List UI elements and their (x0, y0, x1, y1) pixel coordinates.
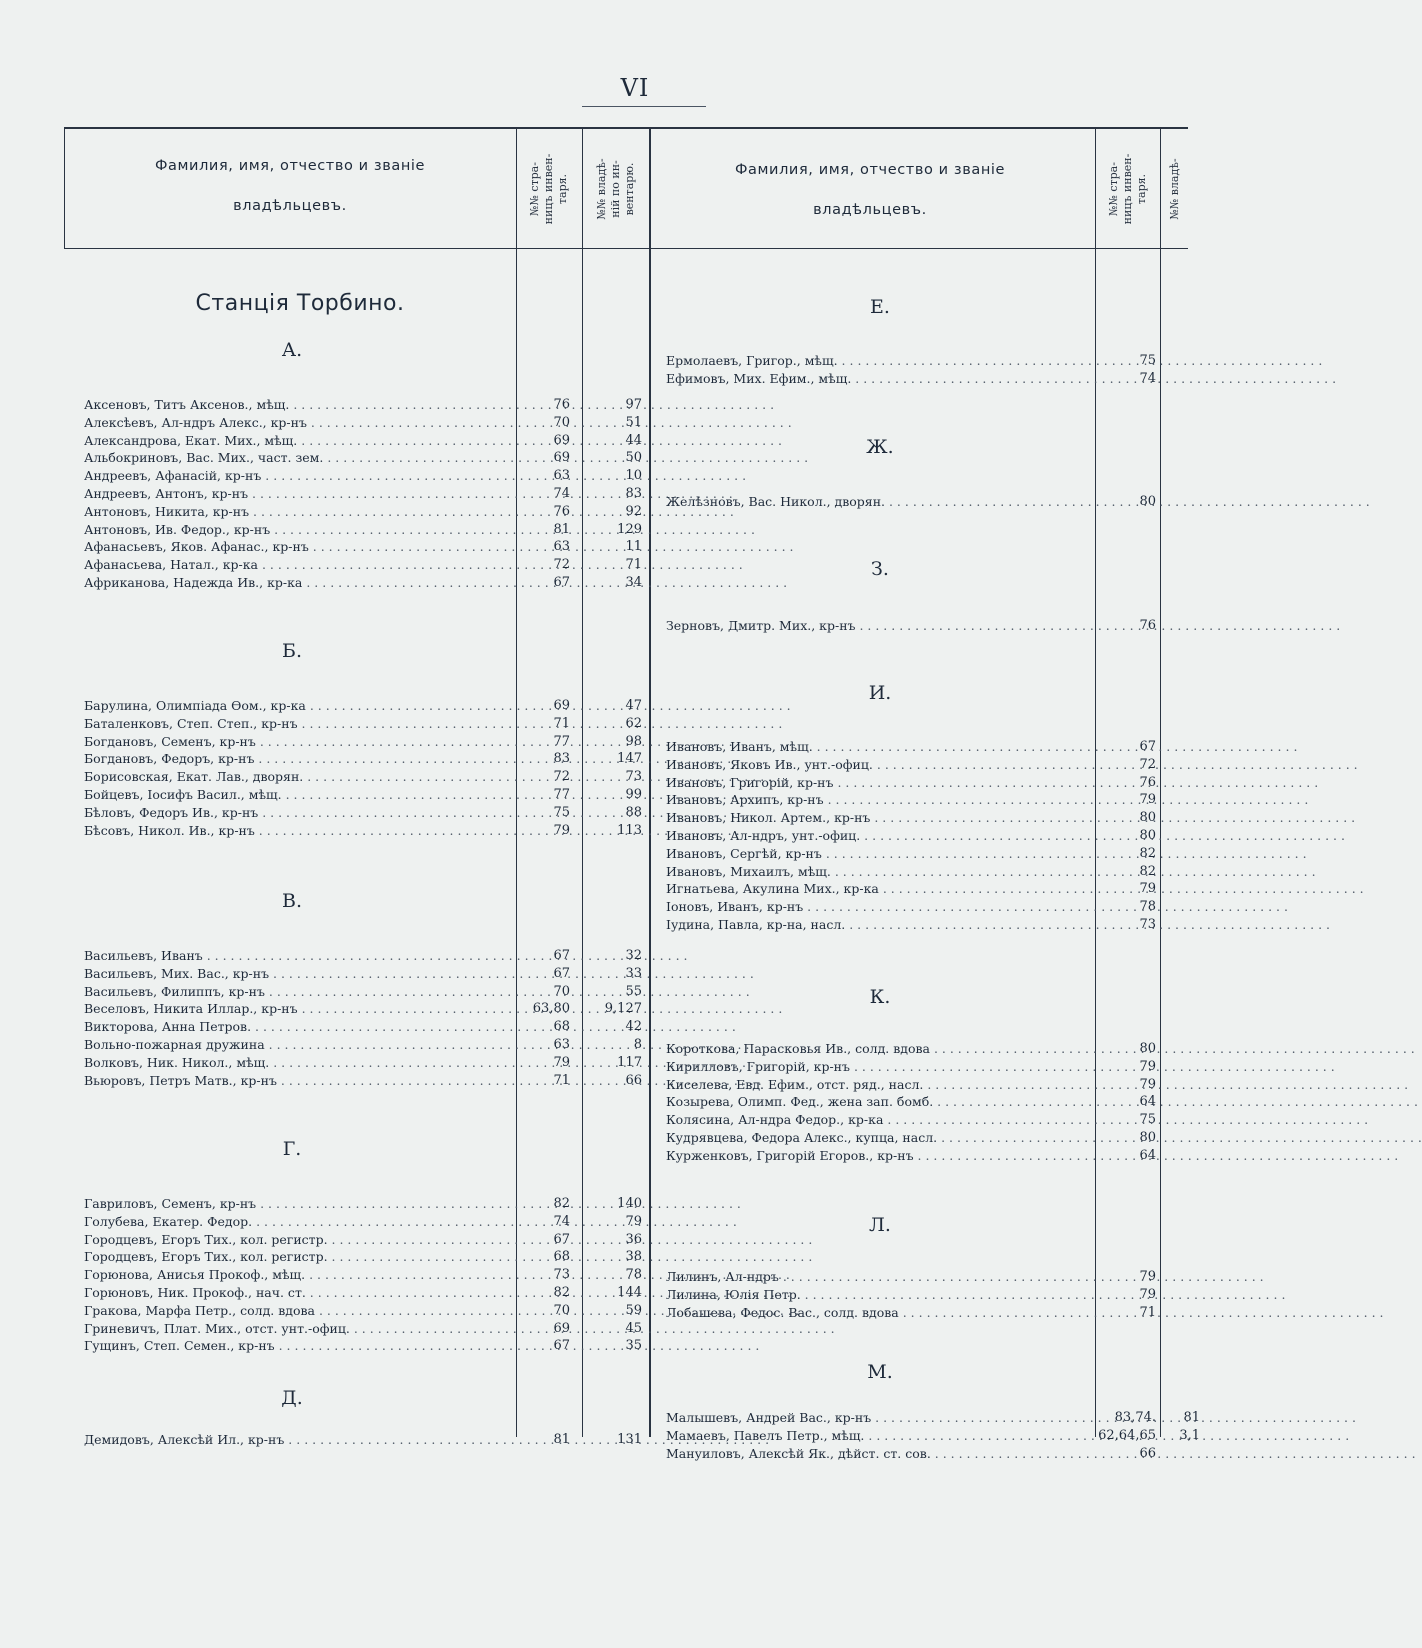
left-name-column-header: Фамилия, имя, отчество и званіе владѣльцевъ. (154, 158, 426, 214)
owner-name: Короткова, Парасковья Ив., солд. вдова . . . (666, 1040, 1092, 1058)
owner-name: Іудина, Павла, кр-на, насл. . . . (666, 916, 1092, 934)
inventory-page-number: 82 (553, 1196, 570, 1211)
inventory-owner-number: 99 (625, 787, 642, 802)
inventory-page-number: 80 (1139, 1130, 1156, 1145)
section-letter: Г. (282, 1138, 302, 1160)
owner-name: Іоновъ, Иванъ, кр-нъ . . . (666, 898, 1092, 916)
inventory-page-number: 70 (553, 1302, 570, 1318)
inventory-page-number: 63 (553, 539, 570, 555)
owner-name: Андреевъ, Антонъ, кр-нъ . . . (84, 485, 502, 503)
index-row (0, 880, 1188, 898)
inventory-owner-number: 8 (633, 1037, 642, 1052)
index-row (0, 774, 1188, 792)
section-letter: Б. (281, 640, 302, 662)
owner-name: Курженковъ, Григорій Егоров., кр-нъ . . . (666, 1147, 1092, 1165)
inventory-owner-number: 34 (625, 575, 642, 590)
inventory-page-number: 70 (553, 414, 570, 430)
index-row (0, 791, 1188, 809)
owner-name: Александрова, Екат. Мих., мѣщ. . . . (84, 432, 502, 450)
index-row (0, 467, 1188, 485)
inventory-page-number: 68 (553, 1249, 570, 1265)
owner-name: Городцевъ, Егоръ Тих., кол. регистр. . . . (84, 1248, 502, 1266)
owner-name: Бойцевъ, Іосифъ Васил., мѣщ. . . . (84, 786, 502, 804)
inventory-owner-number: 9,127 (604, 1001, 642, 1017)
inventory-page-number: 83 (553, 751, 570, 767)
inventory-owner-number: 42 (625, 1019, 642, 1035)
inventory-owner-number: 98 (625, 733, 642, 749)
owner-name: Ивановъ, Иванъ, мѣщ. . . . (666, 738, 1092, 756)
inventory-page-number: 80 (1139, 828, 1156, 843)
owner-name: Горюновъ, Ник. Прокоф., нач. ст. . . . (84, 1284, 502, 1302)
inventory-page-number: 69 (553, 698, 570, 713)
left-page-column-header: №№ стра- ницъ инвен- таря. (528, 153, 569, 225)
index-row (0, 1040, 1188, 1058)
inventory-page-number: 73 (553, 1267, 570, 1283)
inventory-page-number: 69 (553, 432, 570, 448)
owner-name: Африканова, Надежда Ив., кр-ка . . . (84, 574, 502, 592)
owner-name: Ивановъ, Яковъ Ив., унт.-офиц. . . . (666, 756, 1092, 774)
inventory-owner-number: 97 (625, 397, 642, 412)
owner-name: Кудрявцева, Федора Алекс., купца, насл. . . . (666, 1129, 1092, 1147)
index-row (0, 352, 1188, 370)
inventory-page-number: 82 (1139, 845, 1156, 861)
inventory-page-number: 82 (1139, 863, 1156, 879)
index-row (0, 1213, 1188, 1231)
section-letter: Ж. (866, 436, 894, 458)
inventory-page-number: 78 (1139, 899, 1156, 915)
inventory-owner-number: 88 (625, 804, 642, 820)
inventory-page-number: 72 (553, 557, 570, 573)
inventory-page-number: 67 (1139, 739, 1156, 754)
inventory-page-number: 79 (1139, 1269, 1156, 1284)
section-letter: И. (868, 682, 892, 704)
owner-name: Антоновъ, Никита, кр-нъ . . . (84, 503, 502, 521)
inventory-page-number: 66 (1139, 1445, 1156, 1461)
owner-name: Ермолаевъ, Григор., мѣщ. . . . (666, 352, 1092, 370)
inventory-page-number: 74 (553, 1213, 570, 1229)
owner-name: Веселовъ, Никита Иллар., кр-нъ . . . (84, 1000, 502, 1018)
inventory-owner-number: 36 (625, 1231, 642, 1247)
inventory-owner-number: 10 (625, 468, 642, 484)
inventory-owner-number: 147 (617, 751, 642, 767)
owner-name: Вьюровъ, Петръ Матв., кр-нъ . . . (84, 1072, 502, 1090)
index-row (0, 827, 1188, 845)
inventory-page-number: 64 (1139, 1147, 1156, 1163)
index-row (0, 1286, 1188, 1304)
owner-name: Борисовская, Екат. Лав., дворян. . . . (84, 768, 502, 786)
owner-name: Малышевъ, Андрей Вас., кр-нъ . . . (666, 1409, 1092, 1427)
inventory-page-number: 79 (1139, 1058, 1156, 1074)
inventory-owner-number: 3,1 (1179, 1427, 1200, 1443)
owner-name: Голубева, Екатер. Федор. . . . (84, 1213, 502, 1231)
index-row (0, 1111, 1188, 1129)
section-letter: З. (871, 558, 889, 580)
owner-name: Андреевъ, Афанасій, кр-нъ . . . (84, 467, 502, 485)
inventory-page-number: 77 (553, 733, 570, 749)
index-row (0, 983, 1188, 1001)
inventory-page-number: 75 (1139, 1112, 1156, 1128)
index-row (0, 756, 1188, 774)
station-title: Станція Торбино. (195, 291, 405, 316)
index-row (0, 1018, 1188, 1036)
owner-name: Гавриловъ, Семенъ, кр-нъ . . . (84, 1195, 502, 1213)
header-bottom-rule (64, 248, 1188, 249)
owner-name: Гракова, Марфа Петр., солд. вдова . . . (84, 1302, 502, 1320)
owner-name: Альбокриновъ, Вас. Мих., част. зем. . . . (84, 449, 502, 467)
owner-name: Волковъ, Ник. Никол., мѣщ. . . . (84, 1054, 502, 1072)
inventory-owner-number: 51 (625, 414, 642, 430)
inventory-owner-number: 79 (625, 1213, 642, 1229)
owner-name: Козырева, Олимп. Фед., жена зап. бомб. . . . (666, 1093, 1092, 1111)
owner-name: Колясина, Ал-ндра Федор., кр-ка . . . (666, 1111, 1092, 1129)
owner-name: Ивановъ, Михаилъ, мѣщ. . . . (666, 863, 1092, 881)
inventory-page-number: 79 (1139, 881, 1156, 897)
index-row (0, 845, 1188, 863)
index-row (0, 1000, 1188, 1018)
inventory-owner-number: 140 (617, 1196, 642, 1211)
page-number-rule (582, 106, 706, 107)
section-letter: М. (867, 1361, 893, 1383)
index-row (0, 738, 1188, 756)
section-letter: Е. (870, 296, 890, 318)
inventory-page-number: 80 (1139, 1041, 1156, 1056)
inventory-owner-number: 117 (617, 1054, 642, 1070)
index-row (0, 493, 1188, 511)
inventory-page-number: 69 (553, 1320, 570, 1336)
inventory-page-number: 83,74. (1114, 1410, 1156, 1425)
inventory-owner-number: 81 (1183, 1410, 1200, 1425)
inventory-page-number: 75 (553, 804, 570, 820)
inventory-page-number: 79 (1139, 1286, 1156, 1302)
index-row (0, 1147, 1188, 1165)
index-row (0, 1129, 1188, 1147)
index-row (0, 574, 1188, 592)
inventory-page-number: 76 (553, 503, 570, 519)
index-row (0, 556, 1188, 574)
inventory-page-number: 70 (553, 983, 570, 999)
owner-name: Лобашева, Федос. Вас., солд. вдова . . . (666, 1304, 1092, 1322)
owner-name: Барулина, Олимпіада Ѳом., кр-ка . . . (84, 697, 502, 715)
inventory-page-number: 74 (553, 486, 570, 501)
inventory-page-number: 79 (553, 1054, 570, 1070)
owner-name: Ивановъ, Архипъ, кр-нъ . . . (666, 791, 1092, 809)
inventory-owner-number: 32 (625, 948, 642, 963)
page-number: VI (620, 74, 650, 102)
index-row (0, 449, 1188, 467)
inventory-owner-number: 78 (625, 1267, 642, 1283)
inventory-page-number: 81 (553, 521, 570, 537)
owner-name: Кирилловъ, Григорій, кр-нъ . . . (666, 1058, 1092, 1076)
inventory-owner-number: 144 (617, 1285, 642, 1300)
owner-name: Ивановъ, Никол. Артем., кр-нъ . . . (666, 809, 1092, 827)
inventory-owner-number: 55 (625, 983, 642, 999)
owner-name: Вольно-пожарная дружина . . . (84, 1036, 502, 1054)
index-row (0, 809, 1188, 827)
index-row (0, 521, 1188, 539)
inventory-page-number: 67 (553, 1338, 570, 1354)
inventory-owner-number: 44 (625, 432, 642, 448)
owner-name: Лилина, Юлія Петр. . . . (666, 1286, 1092, 1304)
index-row (0, 538, 1188, 556)
inventory-page-number: 80 (1139, 810, 1156, 826)
index-row (0, 697, 1188, 715)
inventory-page-number: 73 (1139, 917, 1156, 932)
inventory-page-number: 76 (1139, 618, 1156, 633)
inventory-page-number: 75 (1139, 353, 1156, 368)
index-row (0, 1320, 1188, 1338)
inventory-page-number: 77 (553, 787, 570, 802)
index-row (0, 1195, 1188, 1213)
index-row (0, 1268, 1188, 1286)
owner-name: Городцевъ, Егоръ Тих., кол. регистр. . . . (84, 1231, 502, 1249)
index-row (0, 965, 1188, 983)
inventory-page-number: 63 (553, 1037, 570, 1052)
index-row (0, 1248, 1188, 1266)
index-row (0, 617, 1188, 635)
owner-name: Аксеновъ, Титъ Аксенов., мѣщ. . . . (84, 396, 502, 414)
owner-name: Афанасьевъ, Яков. Афанас., кр-нъ . . . (84, 538, 502, 556)
owner-name: Ивановъ, Ал-ндръ, унт.-офиц. . . . (666, 827, 1092, 845)
left-owner-column-header: №№ владѣ- ній по ин- вентарю. (594, 158, 636, 220)
inventory-page-number: 82 (553, 1285, 570, 1300)
owner-name: Антоновъ, Ив. Федор., кр-нъ . . . (84, 521, 502, 539)
owner-name: Ивановъ, Григорій, кр-нъ . . . (666, 774, 1092, 792)
owner-name: Бѣловъ, Федоръ Ив., кр-нъ . . . (84, 804, 502, 822)
owner-name: Васильевъ, Мих. Вас., кр-нъ . . . (84, 965, 502, 983)
inventory-owner-number: 62 (625, 715, 642, 731)
inventory-owner-number: 47 (625, 698, 642, 713)
inventory-owner-number: 71 (625, 557, 642, 573)
inventory-page-number: 71 (553, 715, 570, 731)
index-row (0, 947, 1188, 965)
index-row (0, 1076, 1188, 1094)
owner-name: Киселева, Евд. Ефим., отст. ряд., насл. . . . (666, 1076, 1092, 1094)
owner-name: Баталенковъ, Степ. Степ., кр-нъ . . . (84, 715, 502, 733)
inventory-page-number: 69 (553, 450, 570, 466)
owner-name: Богдановъ, Федоръ, кр-нъ . . . (84, 750, 502, 768)
index-row (0, 1093, 1188, 1111)
owner-name: Алексѣевъ, Ал-ндръ Алекс., кр-нъ . . . (84, 414, 502, 432)
inventory-owner-number: 113 (617, 822, 642, 838)
inventory-owner-number: 131 (617, 1432, 642, 1447)
inventory-page-number: 68 (553, 1019, 570, 1035)
right-name-column-header: Фамилия, имя, отчество и званіе владѣльцевъ. (734, 162, 1006, 218)
section-letter: В. (281, 890, 302, 912)
inventory-page-number: 67 (553, 575, 570, 590)
index-row (0, 1409, 1200, 1427)
index-row (0, 370, 1188, 388)
index-row (0, 863, 1188, 881)
inventory-page-number: 81 (553, 1432, 570, 1447)
owner-name: Мамаевъ, Павелъ Петр., мѣщ. . . . (666, 1427, 1092, 1445)
inventory-page-number: 63 (553, 468, 570, 484)
section-letter: А. (281, 339, 303, 361)
owner-name: Ивановъ, Сергѣй, кр-нъ . . . (666, 845, 1092, 863)
inventory-page-number: 79 (553, 822, 570, 838)
section-letter: Д. (281, 1387, 303, 1409)
inventory-page-number: 71 (1139, 1304, 1156, 1320)
inventory-owner-number: 66 (625, 1072, 642, 1088)
right-owner-column-header: №№ владѣ- (1167, 158, 1181, 220)
index-row (0, 1304, 1188, 1322)
inventory-owner-number: 35 (625, 1338, 642, 1354)
inventory-page-number: 79 (1139, 1076, 1156, 1092)
inventory-page-number: 76 (1139, 774, 1156, 790)
index-row (0, 1058, 1188, 1076)
owner-name: Игнатьева, Акулина Мих., кр-ка . . . (666, 880, 1092, 898)
table-left-border (64, 127, 65, 249)
owner-name: Желѣзновъ, Вас. Никол., дворян. . . . (666, 493, 1092, 511)
owner-name: Зерновъ, Дмитр. Мих., кр-нъ . . . (666, 617, 1092, 635)
owner-name: Богдановъ, Семенъ, кр-нъ . . . (84, 733, 502, 751)
inventory-page-number: 79 (1139, 792, 1156, 808)
index-row (0, 1427, 1200, 1445)
inventory-page-number: 67 (553, 965, 570, 981)
index-row (0, 1231, 1188, 1249)
owner-name: Васильевъ, Филиппъ, кр-нъ . . . (84, 983, 502, 1001)
index-row (0, 916, 1188, 934)
inventory-owner-number: 11 (625, 539, 642, 555)
index-row (0, 1445, 1188, 1463)
owner-name: Бѣсовъ, Никол. Ив., кр-нъ . . . (84, 822, 502, 840)
owner-name: Демидовъ, Алексѣй Ил., кр-нъ . . . (84, 1431, 502, 1449)
owner-name: Ефимовъ, Мих. Ефим., мѣщ. . . . (666, 370, 1092, 388)
owner-name: Мануиловъ, Алексѣй Як., дѣйст. ст. сов. . . . (666, 1445, 1092, 1463)
inventory-page-number: 72 (1139, 756, 1156, 772)
index-row (0, 1337, 1188, 1355)
owner-name: Гриневичъ, Плат. Мих., отст. унт.-офиц. . . . (84, 1320, 502, 1338)
inventory-owner-number: 92 (625, 503, 642, 519)
index-row (0, 414, 1188, 432)
owner-name: Афанасьева, Натал., кр-ка . . . (84, 556, 502, 574)
inventory-page-number: 80 (1139, 494, 1156, 509)
right-page-column-header: №№ стра- ницъ инвен- таря. (1106, 153, 1148, 225)
inventory-page-number: 67 (553, 1231, 570, 1247)
inventory-page-number: 62,64,65 (1098, 1427, 1156, 1443)
inventory-owner-number: 33 (625, 965, 642, 981)
inventory-owner-number: 73 (625, 769, 642, 785)
index-row (0, 715, 1188, 733)
inventory-owner-number: 45 (625, 1320, 642, 1336)
inventory-page-number: 74 (1139, 370, 1156, 386)
inventory-page-number: 63,80 (532, 1001, 570, 1017)
owner-name: Васильевъ, Иванъ . . . (84, 947, 502, 965)
inventory-owner-number: 50 (625, 450, 642, 466)
inventory-owner-number: 129 (617, 521, 642, 537)
inventory-page-number: 64 (1139, 1094, 1156, 1110)
inventory-page-number: 67 (553, 948, 570, 963)
index-row (0, 396, 1188, 414)
inventory-owner-number: 83 (625, 486, 642, 501)
inventory-page-number: 71 (553, 1072, 570, 1088)
section-letter: К. (869, 986, 891, 1008)
owner-name: Горюнова, Анисья Прокоф., мѣщ. . . . (84, 1266, 502, 1284)
index-row (0, 432, 1188, 450)
owner-name: Лилинъ, Ал-ндръ . . . (666, 1268, 1092, 1286)
inventory-owner-number: 59 (625, 1302, 642, 1318)
index-row (0, 898, 1188, 916)
owner-name: Гущинъ, Степ. Семен., кр-нъ . . . (84, 1337, 502, 1355)
section-letter: Л. (869, 1214, 891, 1236)
table-top-rule (64, 127, 1188, 129)
inventory-page-number: 72 (553, 769, 570, 785)
inventory-owner-number: 38 (625, 1249, 642, 1265)
owner-name: Викторова, Анна Петров. . . . (84, 1018, 502, 1036)
inventory-page-number: 76 (553, 397, 570, 412)
